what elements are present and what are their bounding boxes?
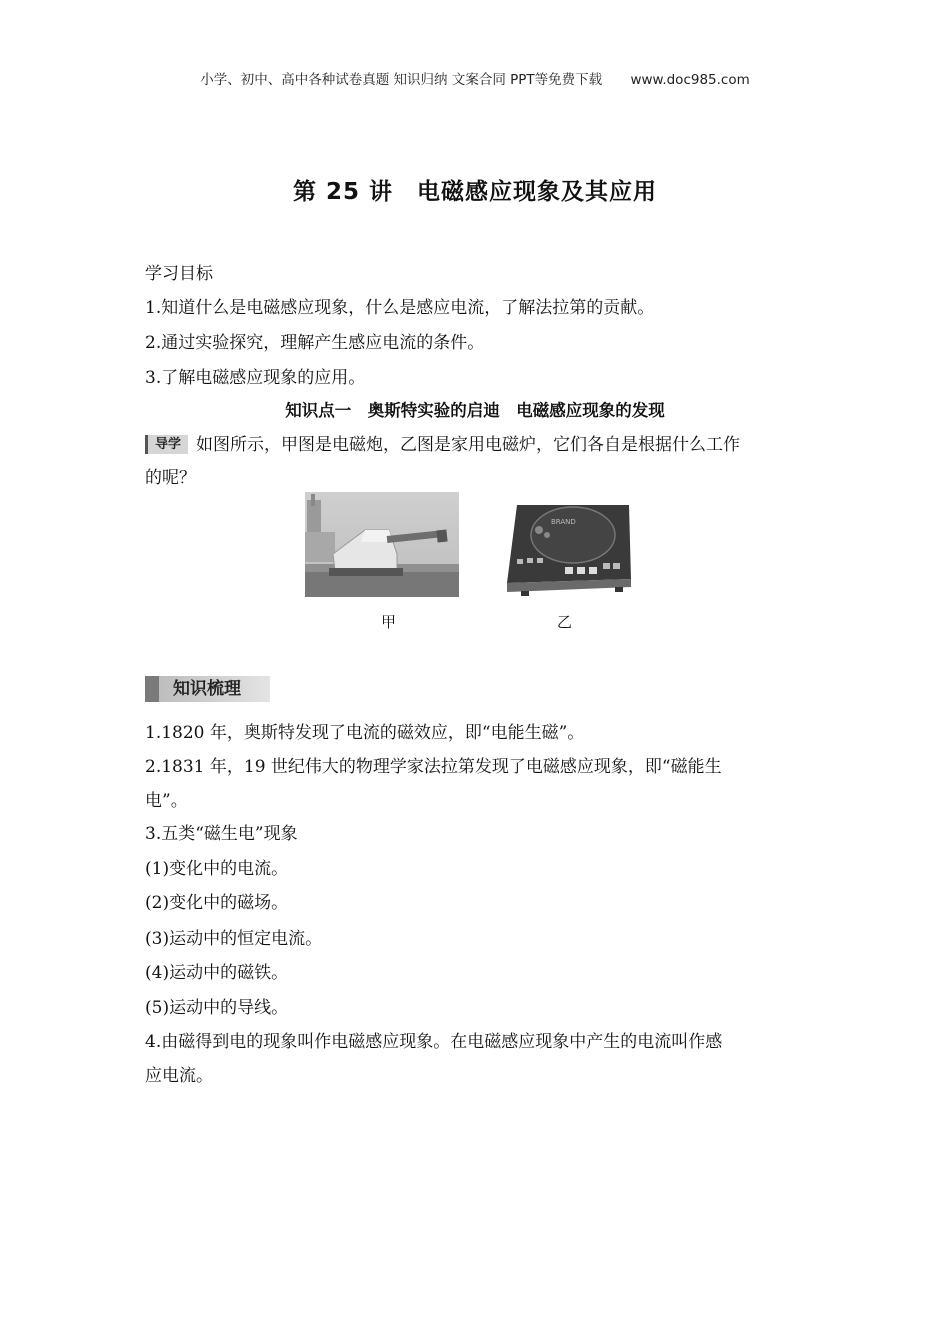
railgun-photo xyxy=(305,492,459,597)
point-2-line-1: 2.1831 年，19 世纪伟大的物理学家法拉第发现了电磁感应现象，即“磁能生 xyxy=(145,757,722,777)
goal-item-2: 2.通过实验探究，理解产生感应电流的条件。 xyxy=(145,333,485,353)
guide-badge: 导学 xyxy=(145,435,188,454)
sub-item-1: (1)变化中的电流。 xyxy=(145,859,289,879)
goal-item-3: 3.了解电磁感应现象的应用。 xyxy=(145,368,366,388)
guide-line-1: 如图所示，甲图是电磁炮，乙图是家用电磁炉，它们各自是根据什么工作 xyxy=(196,435,740,455)
cooker-brand-label: BRAND xyxy=(551,518,576,526)
guide-line-2: 的呢？ xyxy=(145,468,196,488)
sub-item-3: (3)运动中的恒定电流。 xyxy=(145,929,323,949)
page-header xyxy=(0,68,950,88)
point-4-line-2: 应电流。 xyxy=(145,1066,213,1086)
header-text: 小学、初中、高中各种试卷真题 知识归纳 文案合同 PPT等免费下载 xyxy=(200,72,603,88)
goals-heading: 学习目标 xyxy=(145,264,213,284)
point-2-line-2: 电”。 xyxy=(145,791,188,811)
lesson-title: 第 25 讲 电磁感应现象及其应用 xyxy=(292,179,658,205)
guide-paragraph xyxy=(145,430,807,455)
sub-item-2: (2)变化中的磁场。 xyxy=(145,893,289,913)
sub-item-5: (5)运动中的导线。 xyxy=(145,998,289,1018)
point-1: 1.1820 年，奥斯特发现了电流的磁效应，即“电能生磁”。 xyxy=(145,723,585,743)
point-4-line-1: 4.由磁得到电的现象叫作电磁感应现象。在电磁感应现象中产生的电流叫作感 xyxy=(145,1032,723,1052)
header-url[interactable]: www.doc985.com xyxy=(630,72,750,88)
induction-cooker-photo xyxy=(503,497,633,599)
figure-caption-right: 乙 xyxy=(557,613,573,631)
goal-item-1: 1.知道什么是电磁感应现象，什么是感应电流，了解法拉第的贡献。 xyxy=(145,298,655,318)
point-3: 3.五类“磁生电”现象 xyxy=(145,824,298,844)
figure-caption-left: 甲 xyxy=(381,613,397,631)
section-banner: 知识梳理 xyxy=(145,676,270,702)
sub-item-4: (4)运动中的磁铁。 xyxy=(145,963,289,983)
knowledge-point-heading: 知识点一 奥斯特实验的启迪 电磁感应现象的发现 xyxy=(285,401,665,420)
